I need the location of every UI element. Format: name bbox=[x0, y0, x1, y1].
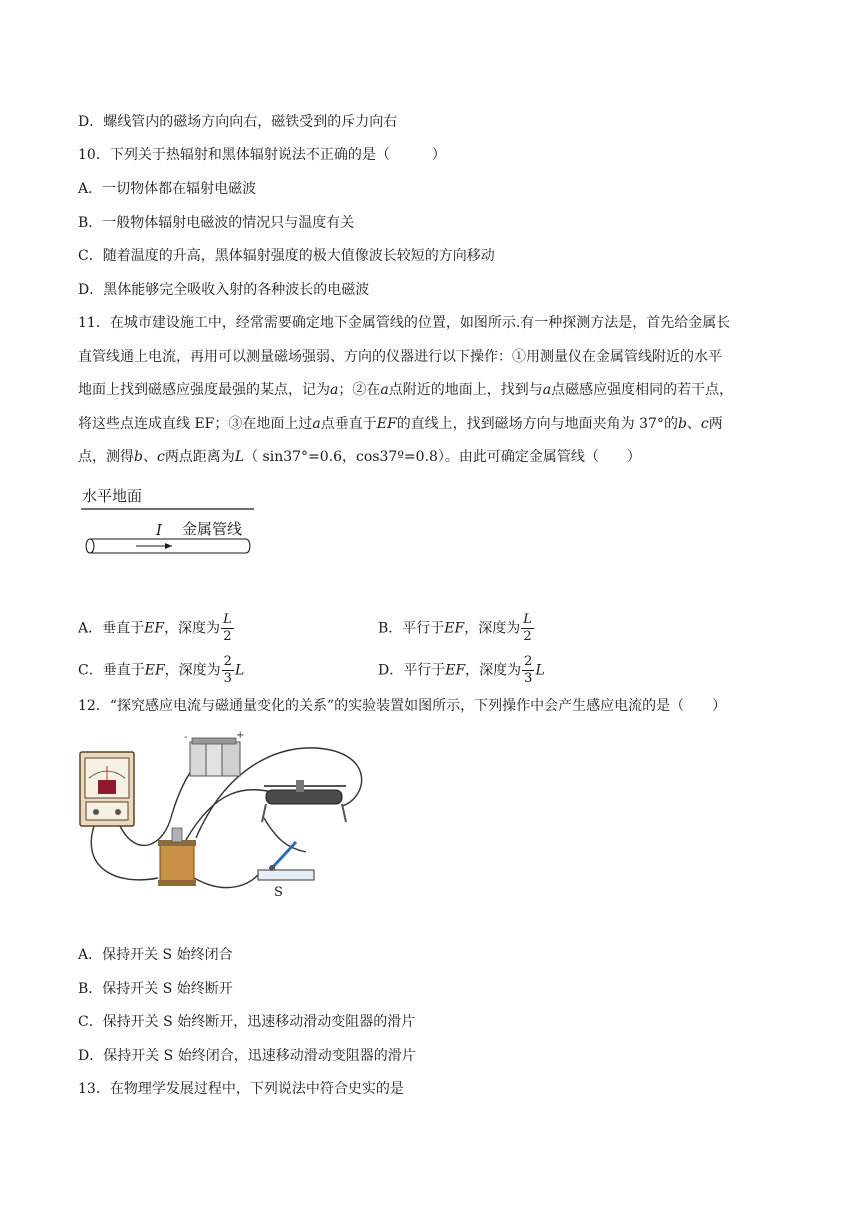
current-label: I bbox=[156, 521, 162, 539]
q13-stem: 13．在物理学发展过程中，下列说法中符合史实的是 bbox=[78, 1081, 404, 1097]
q10-option-b: B．一般物体辐射电磁波的情况只与温度有关 bbox=[78, 215, 355, 231]
q11-option-b: B．平行于EF，深度为 $\frac{L}{2}$ bbox=[378, 612, 532, 644]
q12-option-d: D．保持开关 S 始终闭合，迅速移动滑动变阻器的滑片 bbox=[78, 1048, 416, 1064]
q10-stem: 10．下列关于热辐射和黑体辐射说法不正确的是（ ） bbox=[78, 147, 446, 163]
switch bbox=[258, 842, 314, 900]
battery-pack bbox=[184, 730, 244, 776]
q10-option-a: A．一切物体都在辐射电磁波 bbox=[78, 181, 257, 197]
galvanometer bbox=[80, 752, 134, 826]
q12-figure-apparatus bbox=[76, 728, 376, 904]
q10-option-d: D．黑体能够完全吸收入射的各种波长的电磁波 bbox=[78, 282, 370, 298]
ground-label: 水平地面 bbox=[82, 487, 143, 505]
pipe-label: 金属管线 bbox=[182, 520, 243, 538]
coil bbox=[158, 828, 196, 886]
rheostat bbox=[262, 780, 346, 822]
q11-option-a: A．垂直于EF，深度为 $\frac{L}{2}$ bbox=[78, 612, 232, 644]
pipe-right-end bbox=[246, 539, 250, 553]
q9-option-d: D．螺线管内的磁场方向向右，磁铁受到的斥力向右 bbox=[78, 114, 398, 130]
pipe-left-end bbox=[86, 539, 94, 553]
q11-option-c: C．垂直于EF，深度为 $\frac{2}{3}$ L bbox=[78, 654, 245, 686]
q11-stem: 11．在城市建设施工中，经常需要确定地下金属管线的位置，如图所示.有一种探测方法是，首先给金属长 直管线通上电流，再用可以测量磁场强弱、方向的仪器进行以下操作：①用测量仪在金属管线附近的水平 地面上找到磁感应强度最强的某点，记为a；②在a点附近的地面上，找到与a点磁感应强度相同的若干点， 将这些点连成直线 EF；③在地面上过a点垂直于EF的直线上，找到磁场方向与地面夹角为 37°的b、c两 点，测得b、c两点距离为L（ sin37°=0.6，cos37º=0.8）。由此可确定金属管线（ ） bbox=[78, 315, 734, 465]
battery-plus: + bbox=[236, 730, 245, 741]
q12-option-a: A．保持开关 S 始终闭合 bbox=[78, 947, 233, 963]
q10-option-c: C．随着温度的升高，黑体辐射强度的极大值像波长较短的方向移动 bbox=[78, 248, 495, 264]
q12-stem: 12．“探究感应电流与磁通量变化的关系”的实验装置如图所示，下列操作中会产生感应电流的是（ ） bbox=[78, 698, 727, 714]
q12-option-b: B．保持开关 S 始终断开 bbox=[78, 981, 233, 997]
q12-option-c: C．保持开关 S 始终断开，迅速移动滑动变阻器的滑片 bbox=[78, 1014, 416, 1030]
switch-label: S bbox=[274, 885, 283, 900]
q11-figure-pipe bbox=[80, 482, 270, 562]
battery-minus: - bbox=[184, 732, 188, 743]
q11-option-d: D．平行于EF，深度为 $\frac{2}{3}$ L bbox=[378, 654, 545, 686]
